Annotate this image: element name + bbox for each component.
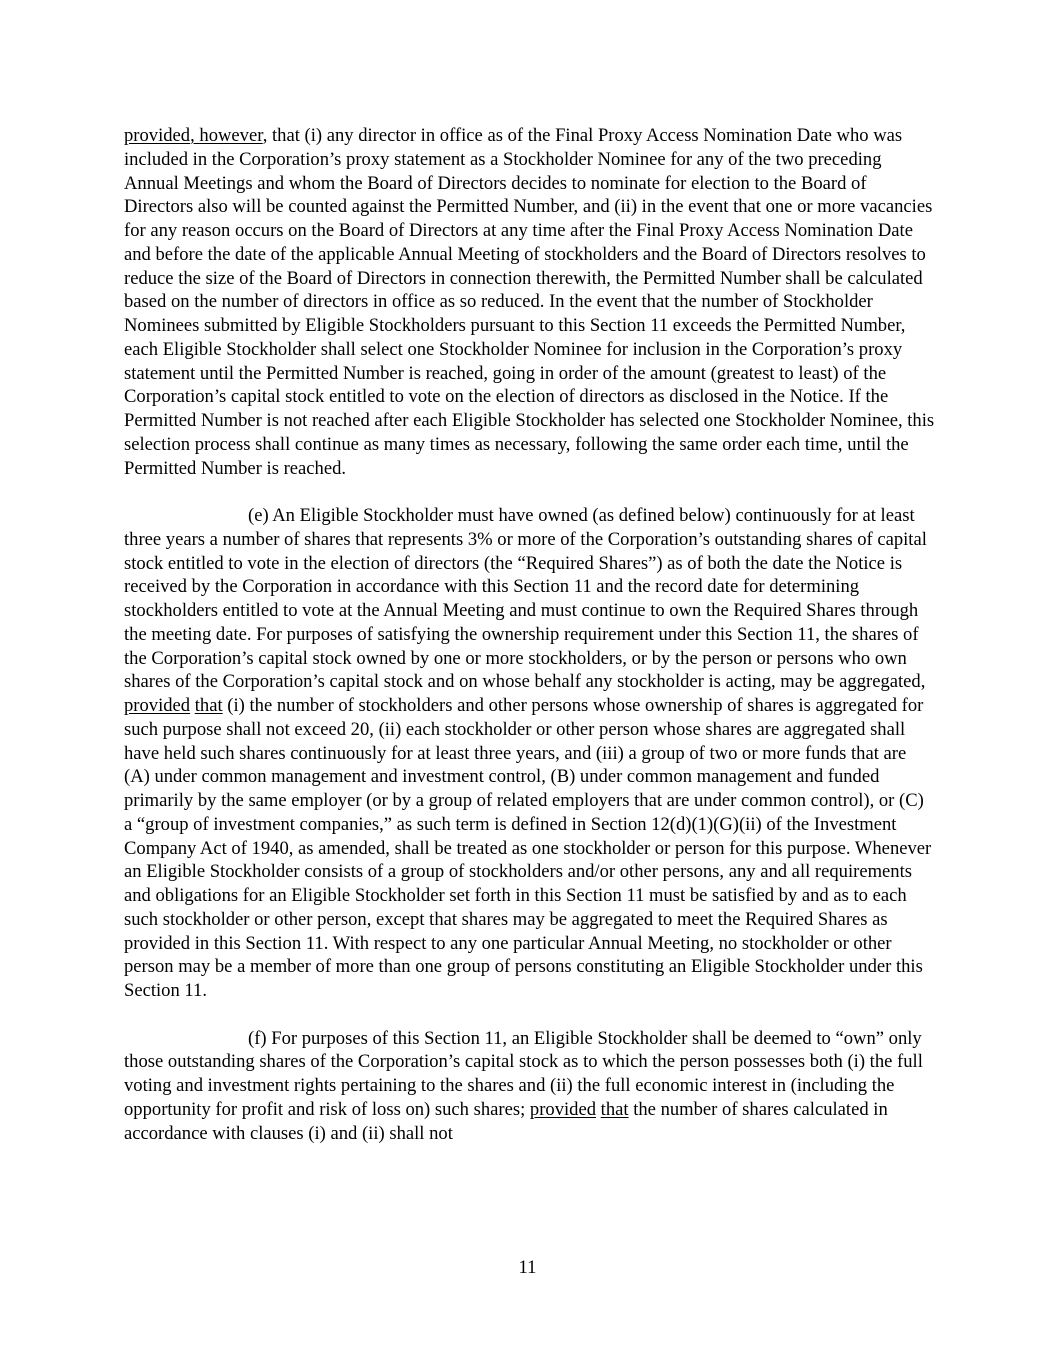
paragraph-text-after: (i) the number of stockholders and other persons whose ownership of shares is aggregated for such purpose shall not exceed 20, (ii) each stockholder or other person whose shares are aggregated shall have held such shares continuously for at least three years, and (iii) a group of two or more funds that are (A) under common management and investment control, (B) under common management and funded primarily by the same employer (or by a group of related employers that are under common control), or (C) a “group of investment companies,” as such term is defined in Section 12(d)(1)(G)(ii) of the Investment Company Act of 1940, as amended, shall be treated as one stockholder or person for this purpose. Whenever an Eligible Stockholder consists of a group of stockholders and/or other persons, any and all requirements and obligations for an Eligible Stockholder set forth in this Section 11 must be satisfied by and as to each such stockholder or other person, except that shares may be aggregated to meet the Required Shares as provided in this Section 11. With respect to any one particular Annual Meeting, no stockholder or other person may be a member of more than one group of persons constituting an Eligible Stockholder under this Section 11. — [124, 695, 932, 1001]
page-number: 11 — [518, 1257, 537, 1278]
paragraph-text: , that (i) any director in office as of the Final Proxy Access Nomination Date who was included in the Corporation’s proxy statement as a Stockholder Nominee for any of the two preceding Annual Meetings and whom the Board of Directors decides to nominate for election to the Board of Directors also will be counted against the Permitted Number, and (ii) in the event that one or more vacancies for any reason occurs on the Board of Directors at any time after the Final Proxy Access Nomination Date and before the date of the applicable Annual Meeting of stockholders and the Board of Directors resolves to reduce the size of the Board of Directors in connection therewith, the Permitted Number shall be calculated based on the number of directors in office as so reduced. In the event that the number of Stockholder Nominees submitted by Eligible Stockholders pursuant to this Section 11 exceeds the Permitted Number, each Eligible Stockholder shall select one Stockholder Nominee for inclusion in the Corporation’s proxy statement until the Permitted Number is reached, going in order of the amount (greatest to least) of the Corporation’s capital stock entitled to vote on the election of directors as disclosed in the Notice. If the Permitted Number is not reached after each Eligible Stockholder has selected one Stockholder Nominee, this selection process shall continue as many times as necessary, following the same order each time, until the Permitted Number is reached. — [124, 125, 935, 479]
paragraph-d-continuation — [124, 124, 936, 480]
paragraph-text-before: (f) For purposes of this Section 11, an Eligible Stockholder shall be deemed to “own” only those outstanding shares of the Corporation’s capital stock as to which the person possesses both (i) the full voting and investment rights pertaining to the shares and (ii) the full economic interest in (including the opportunity for profit and risk of loss on) such shares; — [124, 1027, 923, 1120]
document-page — [124, 124, 936, 1169]
paragraph-f — [124, 1027, 936, 1146]
however-term: however — [199, 125, 263, 146]
paragraph-e — [124, 504, 936, 1003]
that-term: that — [600, 1098, 629, 1120]
provided-term: provided — [124, 125, 191, 146]
that-term: that — [194, 695, 223, 716]
comma-separator: , — [190, 125, 200, 146]
provided-term: provided — [529, 1098, 597, 1120]
paragraph-text-after: the number of shares calculated in accordance with clauses (i) and (ii) shall not — [124, 1098, 888, 1144]
paragraph-text-before: (e) An Eligible Stockholder must have owned (as defined below) continuously for at least three years a number of shares that represents 3% or more of the Corporation’s outstanding shares of capital stock entitled to vote in the election of directors (the “Required Shares”) as of both the date the Notice is received by the Corporation in accordance with this Section 11 and the record date for determining stockholders entitled to vote at the Annual Meeting and must continue to own the Required Shares through the meeting date. For purposes of satisfying the ownership requirement under this Section 11, the shares of the Corporation’s capital stock owned by one or more stockholders, or by the person or persons who own shares of the Corporation’s capital stock and on whose behalf any stockholder is acting, may be aggregated, — [124, 505, 927, 693]
provided-term: provided — [124, 695, 191, 716]
